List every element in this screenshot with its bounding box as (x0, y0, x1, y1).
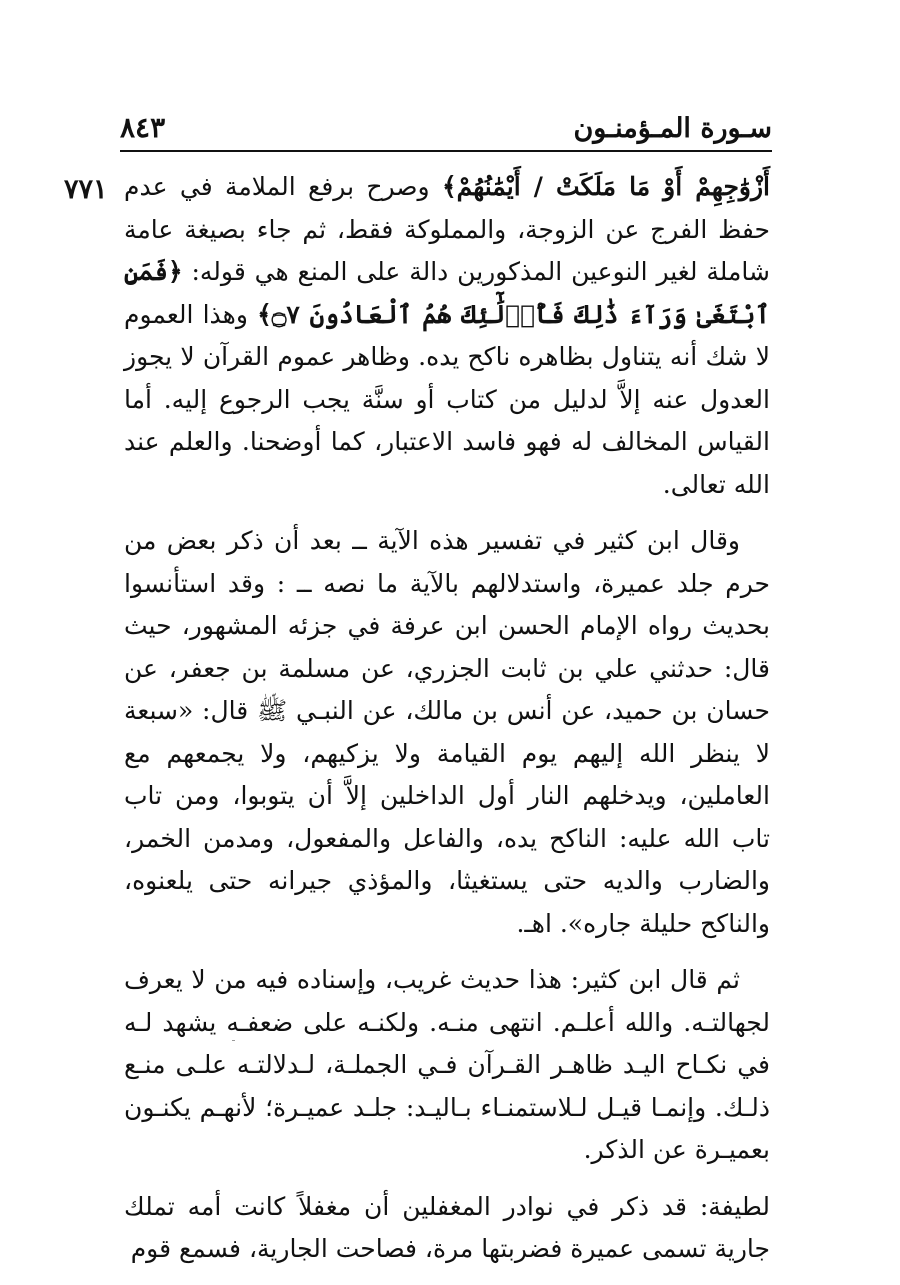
paragraph-2 (124, 520, 770, 945)
quran-verse: أَزْوَٰجِهِمْ أَوْ مَا مَلَكَتْ / أَيْمَٰنُهُمْ﴾ (441, 172, 770, 201)
paragraph-text: لطيفة: قد ذكر في نوادر المغفلين أن مغفلاً كانت أمه تملك جارية تسمى عميرة فضربتها مرة، فصاحت الجارية، فسمع قوم (124, 1191, 770, 1263)
paragraph-text: وهذا العموم لا شك أنه يتناول بظاهره ناكح يده. وظاهر عموم القرآن لا يجوز العدول عنه إلاَّ لدليل من كتاب أو سنَّة يجب الرجوع إليه. أما القياس المخالف له فهو فاسد الاعتبار، كما أوضحنا. والعلم عند الله تعالى. (124, 299, 770, 499)
paragraph-text: ثم قال ابن كثير: هذا حديث غريب، وإسناده فيه من لا يعرف لجهالتـه. والله أعلـم. انتهى منـه. ولكنـه على ضعفـه يشهد لـه في نكـاح اليـد ظاهـر القـرآن فـي الجملـة، لـدلالتـه علـى منـع ذلـك. وإنمـا قيـل لـلاستمنـاء بـاليـد: جلـد عميـرة؛ لأنهـم يكنـون بعميـرة عن الذكر. (124, 965, 770, 1164)
margin-page-reference: ٧٧١ (64, 174, 108, 205)
paragraph-text: وقال ابن كثير في تفسير هذه الآية ــ بعد أن ذكر بعض من حرم جلد عميرة، واستدلالهم بالآية ما نصه ــ : وقد استأنسوا بحديث رواه الإمام الحسن ابن عرفة في جزئه المشهور، حيث قال: حدثني علي بن ثابت الجزري، عن مسلمة بن جعفر، عن حسان بن حميد، عن أنس بن مالك، عن النبـي ﷺ قال: «سبعة لا ينظر الله إليهم يوم القيامة ولا يزكيهم، ولا يجمعهم مع العاملين، ويدخلهم النار أول الداخلين إلاَّ أن يتوبوا، ومن تاب تاب الله عليه: الناكح يده، والفاعل والمفعول، ومدمن الخمر، والضارب والديه حتى يستغيثا، والمؤذي جيرانه حتى يلعنوه، والناكح حليلة جاره». اهـ. (124, 526, 770, 938)
scan-speck (232, 1040, 235, 1041)
paragraph-text: وصرح برفع الملامة في عدم حفظ الفرج عن الزوجة، والمملوكة فقط، ثم جاء بصيغة عامة شاملة لغير النوعين المذكورين دالة على المنع هي قوله: (124, 172, 770, 286)
page-number: ٨٤٣ (120, 111, 166, 144)
surah-title: سـورة المـؤمنـون (573, 113, 772, 144)
paragraph-1 (124, 166, 770, 506)
paragraph-3 (124, 959, 770, 1172)
paragraph-4 (124, 1186, 770, 1271)
page-body (124, 166, 770, 1285)
page-header (120, 108, 772, 152)
quran-verse: ﴿فَمَنِ ٱبْتَغَىٰ وَرَآءَ ذَٰلِكَ فَأُو۟لَٰٓئِكَ هُمُ ٱلْعَادُونَ ۝٧﴾ (124, 257, 770, 329)
